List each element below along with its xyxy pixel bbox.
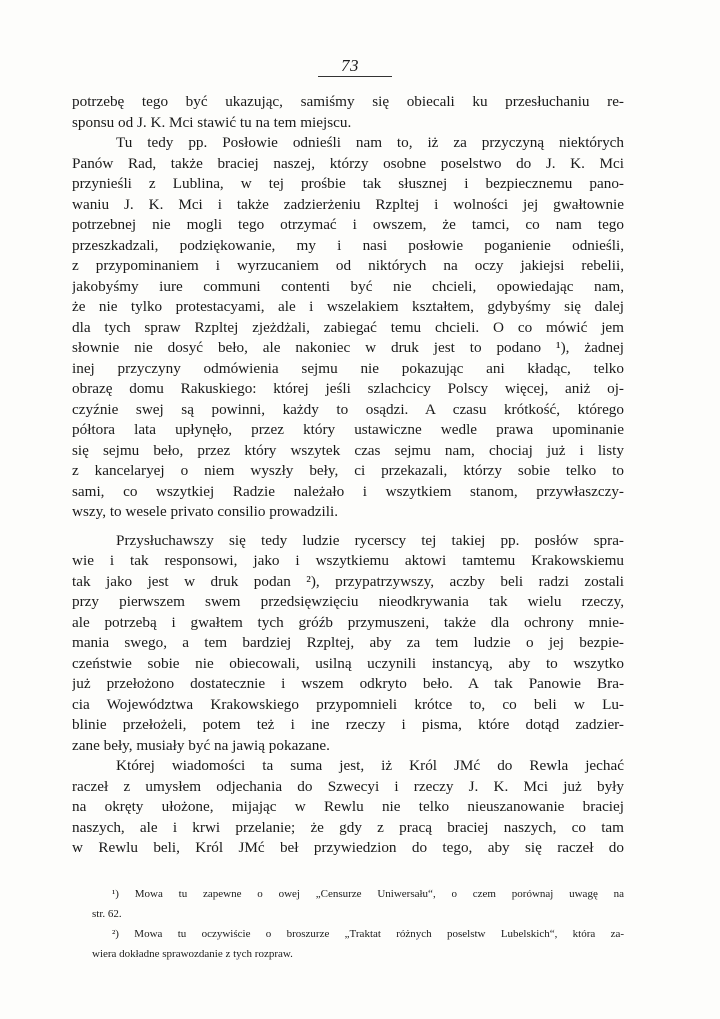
text-line: czyźnie swej są powinni, każdy to osądzi. A czasu krótkość, którego xyxy=(72,400,624,418)
text-line: z kancelaryej o niem wyszły beły, ci przekazali, którzy sobie telko to xyxy=(72,462,624,479)
paragraph-3 xyxy=(72,531,624,757)
body-text xyxy=(72,92,624,859)
text-line: ale potrzebą i gwałtem tych gróźb przymuszeni, także dla ochrony mnie- xyxy=(72,613,624,631)
text-line: z przypominaniem i wyrzucaniem od niktórych na oczy jakiejsi rebelii, xyxy=(72,257,624,274)
text-line: Panów Rad, także braciej naszej, którzy osobne poselstwo do J. K. Mci xyxy=(72,154,624,172)
text-line: jakobyśmy iure communi contenti być nie chcieli, opowiedając nam, xyxy=(72,277,624,295)
text-line: obrazę domu Rakuskiego: której jeśli szlachcicy Polscy więcej, aniż oj- xyxy=(72,380,624,397)
text-line: że nie tylko protestacyami, ale i wszelakiem kształtem, gdybyśmy się dalej xyxy=(72,298,624,315)
footnote-2 xyxy=(92,924,624,964)
paragraph-1 xyxy=(72,92,624,133)
footnote-line xyxy=(92,884,624,904)
text-line: przeszkadzali, podziękowanie, my i nasi posłowie poganienie odnieśli, xyxy=(72,236,624,254)
text-line: potrzebę tego być ukazując, samiśmy się obiecali ku przesłuchaniu re- xyxy=(72,93,624,110)
paragraph-4 xyxy=(72,756,624,859)
footnote-1 xyxy=(92,884,624,924)
text-line: na okręty ułożone, mijając w Rewlu nie telko nieuszanowanie braciej xyxy=(72,798,624,815)
text-line: potrzebnej nie mogli tego otrzymać i owszem, że tamci, co nam tego xyxy=(72,216,624,233)
footnote-marker: ²) xyxy=(112,928,119,940)
text-line: wie i tak responsowi, jako i wszytkiemu aktowi tamtemu Krakowskiemu xyxy=(72,552,624,569)
text-line: Przysłuchawszy się tedy ludzie rycerscy tej takiej pp. posłów spra- xyxy=(116,531,624,549)
text-line: inej przyczyny odmówienia sejmu nie pokazując ani kładąc, telko xyxy=(72,359,624,377)
footnote-text: Mowa tu oczywiście o broszurze „Traktat różnych poselstw Lubelskich“, która za- xyxy=(134,928,624,940)
text-line: waniu J. K. Mci i także zadzierżeniu Rzpltej i wolności jej gwałtownie xyxy=(72,195,624,213)
text-line: Której wiadomości ta suma jest, iż Król JMć do Rewla jechać xyxy=(116,757,624,774)
text-line: wszy, to wesele privato consilio prowadzili. xyxy=(72,503,338,520)
footnote-marker: ¹) xyxy=(112,888,119,900)
page-number-underline xyxy=(318,76,392,77)
footnote-line: wiera dokładne sprawozdanie z tych rozpraw. xyxy=(92,948,293,960)
text-line: dla tych spraw Rzpltej zjeżdżali, zabiegać temu chcieli. O co mówić jem xyxy=(72,318,624,336)
text-line: sponsu od J. K. Mci stawić tu na tem miejscu. xyxy=(72,113,352,131)
text-line: zane beły, musiały być na jawią pokazane. xyxy=(72,736,330,754)
text-line: już przełożono dostatecznie i wszem odkryto beło. A tak Panowie Bra- xyxy=(72,675,624,692)
footnote-line xyxy=(92,924,624,944)
text-line: sami, co wszytkiej Radzie należało i wszytkiem stanom, przywłaszczy- xyxy=(72,482,624,500)
text-line: Tu tedy pp. Posłowie odnieśli nam to, iż za przyczyną niektórych xyxy=(116,134,624,151)
text-line: przynieśli z Lublina, w tej prośbie tak słusznej i bezpiecznemu pano- xyxy=(72,175,624,192)
text-line: raczeł z umysłem odjechania do Szwecyi i rzeczy J. K. Mci już były xyxy=(72,777,624,795)
text-line: tak jako jest w druk podan ²), przypatrzywszy, aczby beli radzi zostali xyxy=(72,572,624,590)
text-line: przy pierwszem swem przedsięwzięciu nieodkrywania tak wielu rzeczy, xyxy=(72,593,624,610)
text-line: się sejmu beło, przez który wszytek czas sejmu nam, chociaj już i listy xyxy=(72,441,624,459)
footnotes xyxy=(92,884,624,964)
paragraph-2 xyxy=(72,133,624,523)
footnote-text: Mowa tu zapewne o owej „Censurze Uniwersału“, o czem porównaj uwagę na xyxy=(134,888,624,900)
text-line: mania swego, a tem bardziej Rzpltej, aby za tem ludzie o jej bezpie- xyxy=(72,634,624,651)
footnote-line: str. 62. xyxy=(92,908,122,920)
text-line: cia Województwa Krakowskiego przypomnieli krótce to, co beli w Lu- xyxy=(72,695,624,713)
text-line: w Rewlu beli, Król JMć beł przywiedzion do tego, aby się raczeł do xyxy=(72,839,624,856)
page-number: 73 xyxy=(341,56,359,75)
paragraph-gap xyxy=(72,523,624,531)
text-line: słownie nie dosyć beło, ale nakoniec w druk jest to podano ¹), żadnej xyxy=(72,339,624,356)
text-line: naszych, ale i krwi przelanie; że gdy z pracą braciej naszych, co tam xyxy=(72,818,624,836)
text-line: półtora lata upłynęło, przez który ustawiczne wedle prawa upominanie xyxy=(72,421,624,438)
text-line: blinie przełożeli, potem też i ine rzeczy i pisma, które dotąd zadzier- xyxy=(72,716,624,733)
text-line: czeństwie sobie nie obiecowali, usilną uczynili instancyą, aby to wszytko xyxy=(72,654,624,672)
